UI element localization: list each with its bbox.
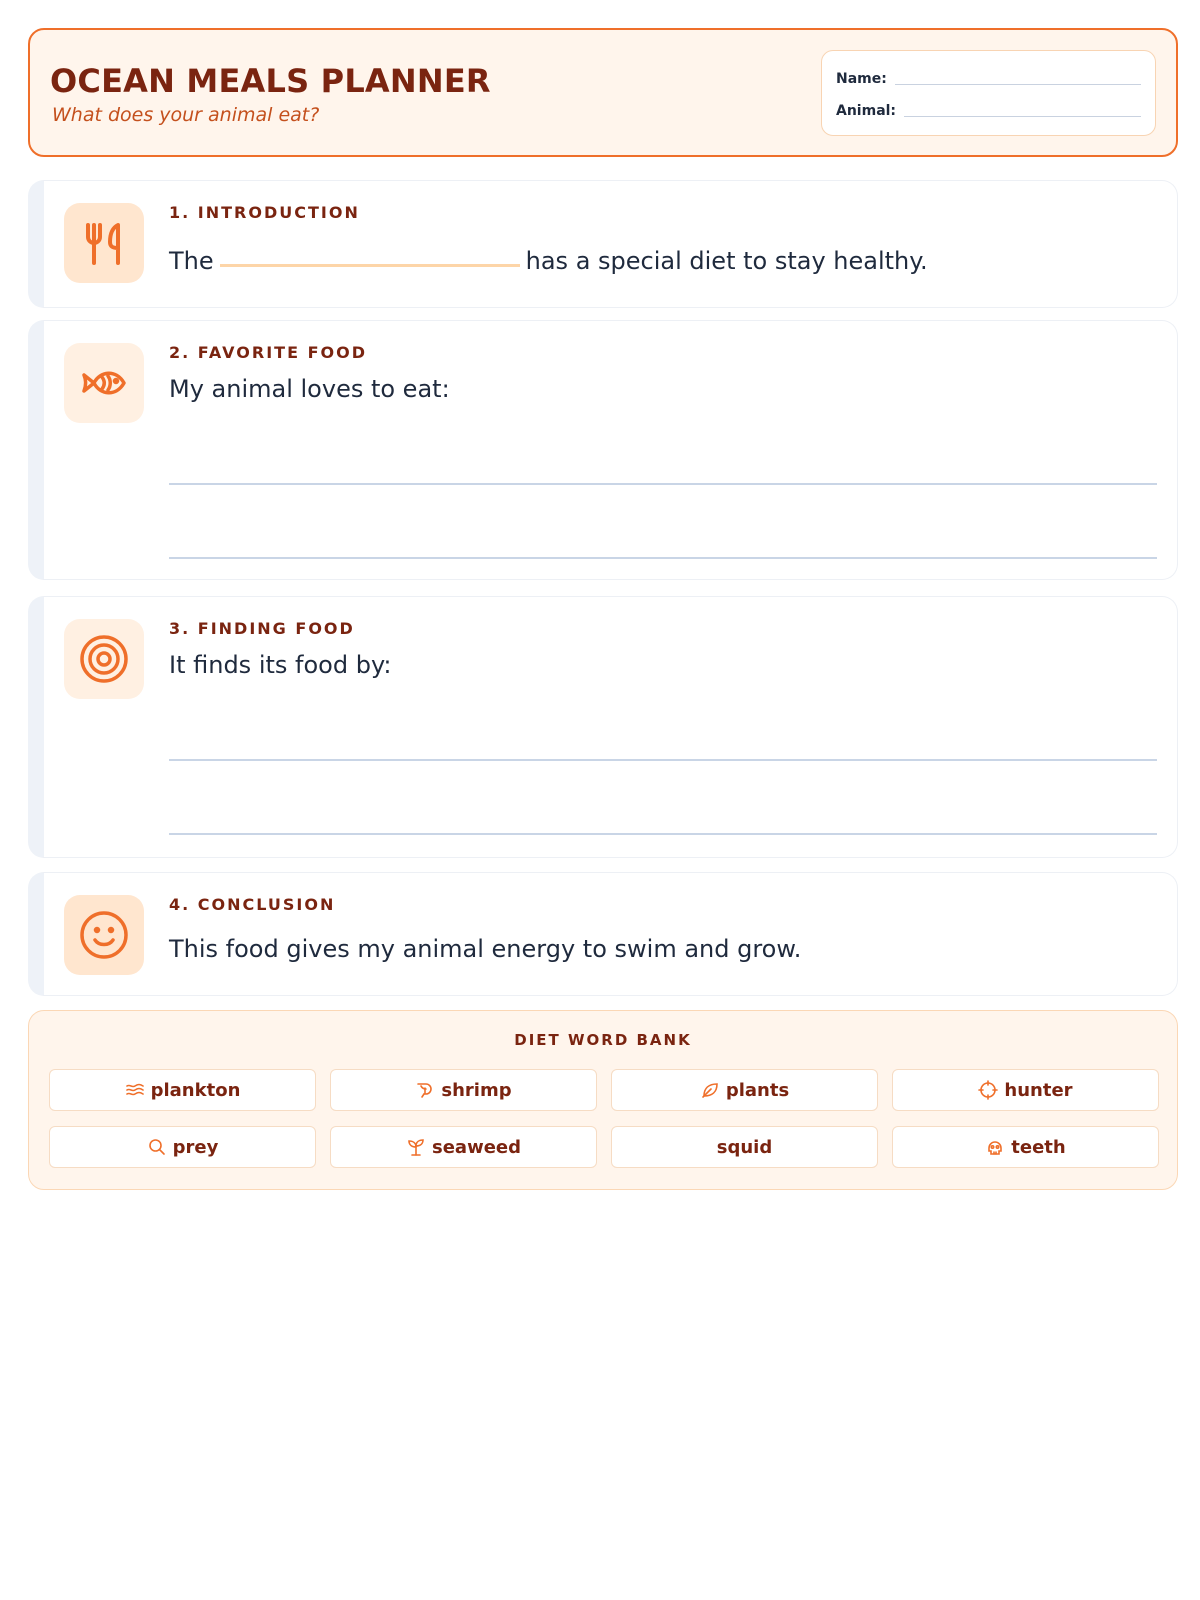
animal-row	[836, 95, 1141, 119]
animal-label: Animal:	[836, 103, 897, 119]
section-text: This food gives my animal energy to swim and grow.	[169, 935, 802, 963]
animal-field[interactable]	[904, 116, 1141, 117]
icon-tile	[64, 343, 144, 423]
word-chip[interactable]	[611, 1069, 878, 1111]
leaf-icon	[700, 1080, 720, 1100]
text-before-blank: The	[169, 247, 214, 275]
name-field[interactable]	[895, 84, 1141, 85]
section-favorite-food	[28, 320, 1178, 580]
smile-icon	[78, 909, 130, 961]
icon-tile	[64, 895, 144, 975]
section-label: 1. INTRODUCTION	[169, 203, 360, 222]
writing-line[interactable]	[169, 759, 1157, 761]
word-chip[interactable]	[892, 1126, 1159, 1168]
word-label: plants	[725, 1079, 790, 1101]
skull-icon	[985, 1137, 1005, 1157]
worksheet-header	[28, 28, 1178, 157]
word-label: seaweed	[432, 1136, 521, 1158]
section-text: It finds its food by:	[169, 651, 392, 679]
waves-icon	[125, 1080, 145, 1100]
writing-line[interactable]	[169, 833, 1157, 835]
section-label: 4. CONCLUSION	[169, 895, 336, 914]
search-icon	[147, 1137, 167, 1157]
word-chip[interactable]	[330, 1069, 597, 1111]
word-bank-title: DIET WORD BANK	[514, 1031, 692, 1049]
section-introduction	[28, 180, 1178, 308]
page-subtitle: What does your animal eat?	[52, 104, 320, 126]
word-chip[interactable]	[892, 1069, 1159, 1111]
writing-line[interactable]	[169, 483, 1157, 485]
section-conclusion	[28, 872, 1178, 996]
section-label: 3. FINDING FOOD	[169, 619, 355, 638]
section-label: 2. FAVORITE FOOD	[169, 343, 367, 362]
word-label: plankton	[150, 1079, 241, 1101]
word-bank	[28, 1010, 1178, 1190]
page-title: OCEAN MEALS PLANNER	[50, 62, 491, 100]
word-chip[interactable]	[49, 1069, 316, 1111]
word-label: prey	[172, 1136, 219, 1158]
shrimp-icon	[415, 1080, 435, 1100]
icon-tile	[64, 619, 144, 699]
section-text: My animal loves to eat:	[169, 375, 450, 403]
writing-line[interactable]	[169, 557, 1157, 559]
word-label: hunter	[1004, 1079, 1073, 1101]
fish-icon	[78, 357, 130, 409]
crosshair-icon	[978, 1080, 998, 1100]
section-text	[169, 247, 928, 275]
word-chip[interactable]	[49, 1126, 316, 1168]
target-icon	[78, 633, 130, 685]
text-after-blank: has a special diet to stay healthy.	[525, 247, 928, 275]
animal-blank[interactable]	[220, 264, 520, 267]
icon-tile	[64, 203, 144, 283]
sprout-icon	[406, 1137, 426, 1157]
student-info-box	[821, 50, 1156, 136]
name-row	[836, 63, 1141, 87]
word-chip[interactable]	[330, 1126, 597, 1168]
fork-knife-icon	[78, 217, 130, 269]
word-label: shrimp	[441, 1079, 512, 1101]
section-finding-food	[28, 596, 1178, 858]
word-label: teeth	[1011, 1136, 1066, 1158]
word-chip[interactable]	[611, 1126, 878, 1168]
word-bank-chips	[49, 1069, 1159, 1168]
word-label: squid	[716, 1136, 773, 1158]
name-label: Name:	[836, 71, 887, 87]
